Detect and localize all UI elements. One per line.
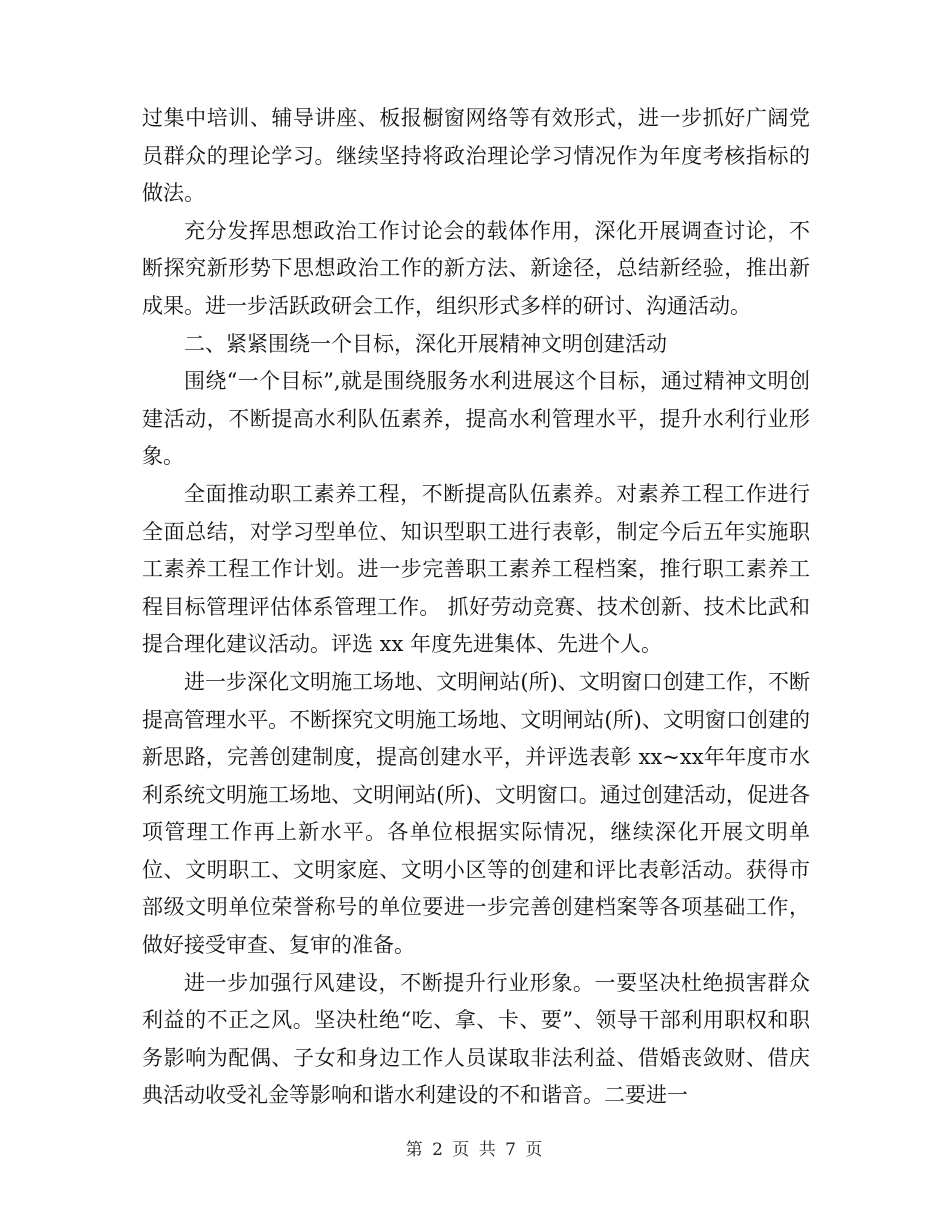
paragraph: 进一步深化文明施工场地、文明闸站(所)、文明窗口创建工作，不断提高管理水平。不断探究文明施工场地、文明闸站(所)、文明窗口创建的新思路，完善创建制度，提高创建水平，并评选表彰 xx~xx年年度市水利系统文明施工场地、文明闸站(所)、文明窗口。通过创建活动，促进各项管理工作再上新水平。各单位根据实际情况，继续深化开展文明单位、文明职工、文明家庭、文明小区等的创建和评比表彰活动。获得市部级文明单位荣誉称号的单位要进一步完善创建档案等各项基础工作，做好接受审查、复审的准备。 (142, 669, 810, 958)
section-heading: 二、紧紧围绕一个目标，深化开展精神文明创建活动 (184, 331, 667, 356)
document-body (142, 100, 810, 1115)
page-number-footer: 第 2 页 共 7 页 (405, 1140, 545, 1160)
paragraph: 全面推动职工素养工程，不断提高队伍素养。对素养工程工作进行全面总结，对学习型单位、知识型职工进行表彰，制定今后五年实施职工素养工程工作计划。进一步完善职工素养工程档案，推行职工素养工程目标管理评估体系管理工作。 抓好劳动竞赛、技术创新、技术比武和提合理化建议活动。评选 xx 年度先进集体、先进个人。 (142, 481, 810, 657)
paragraph: 围绕“一个目标”,就是围绕服务水利进展这个目标，通过精神文明创建活动，不断提高水利队伍素养，提高水利管理水平，提升水利行业形象。 (142, 369, 810, 469)
paragraph: 进一步加强行风建设，不断提升行业形象。一要坚决杜绝损害群众利益的不正之风。坚决杜绝“吃、拿、卡、要”、领导干部利用职权和职务影响为配偶、子女和身边工作人员谋取非法利益、借婚丧敛财、借庆典活动收受礼金等影响和谐水利建设的不和谐音。二要进一 (142, 970, 810, 1108)
paragraph-continued: 过集中培训、辅导讲座、板报橱窗网络等有效形式，进一步抓好广阔党员群众的理论学习。继续坚持将政治理论学习情况作为年度考核指标的做法。 (142, 106, 810, 206)
paragraph: 充分发挥思想政治工作讨论会的载体作用，深化开展调查讨论，不断探究新形势下思想政治工作的新方法、新途径，总结新经验，推出新成果。进一步活跃政研会工作，组织形式多样的研讨、沟通活动。 (142, 218, 810, 318)
